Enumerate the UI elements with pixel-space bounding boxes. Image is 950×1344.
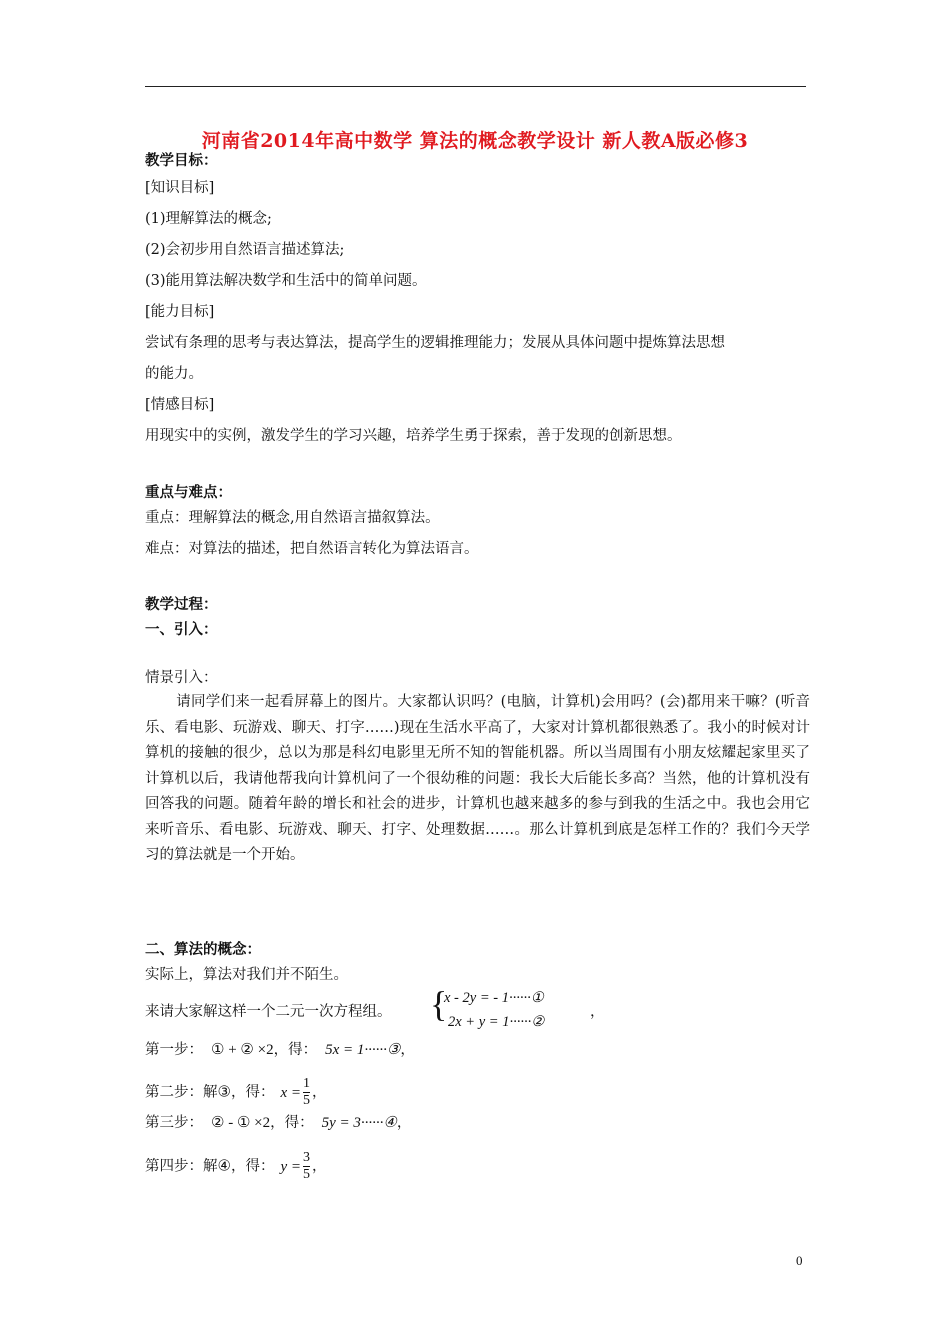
knowledge-item-2: (2)会初步用自然语言描述算法; <box>145 242 345 258</box>
system-comma: ， <box>590 1004 605 1020</box>
step-1-label: 第一步： <box>145 1042 203 1058</box>
step-2-numerator: 1 <box>302 1076 310 1091</box>
goals-heading: 教学目标： <box>145 152 218 169</box>
step-4-ref: ④ <box>217 1158 231 1175</box>
step-3-comma: ， <box>396 1115 412 1131</box>
emotion-label: [情感目标] <box>145 397 215 413</box>
step-1-operation: ① + ② ×2 <box>211 1042 274 1058</box>
step-3-operation: ② - ① ×2 <box>211 1115 271 1131</box>
step-2-ref: ③ <box>217 1084 231 1101</box>
step-4-comma: ， <box>311 1158 327 1175</box>
step-2-fraction <box>303 1076 310 1109</box>
step-1-get: ，得： <box>273 1042 318 1058</box>
emotion-text: 用现实中的实例，激发学生的学习兴趣，培养学生勇于探索，善于发现的创新思想。 <box>145 428 682 444</box>
section-intro-heading: 一、引入： <box>145 621 218 638</box>
step-3-get: ，得： <box>270 1115 314 1131</box>
knowledge-label: [知识目标] <box>145 180 215 196</box>
step-4-var: y = <box>280 1158 301 1175</box>
concept-line-1: 实际上，算法对我们并不陌生。 <box>145 967 348 983</box>
brace-symbol: { <box>430 984 448 1024</box>
step-2 <box>145 1076 326 1109</box>
key-points-heading: 重点与难点： <box>145 484 232 501</box>
knowledge-item-3: (3)能用算法解决数学和生活中的简单问题。 <box>145 273 427 289</box>
ability-label: [能力目标] <box>145 304 215 320</box>
scene-label: 情景引入： <box>145 670 218 686</box>
step-2-comma: ， <box>311 1084 327 1101</box>
step-2-var: x = <box>280 1084 301 1101</box>
step-1 <box>145 1040 415 1060</box>
step-4-numerator: 3 <box>302 1150 310 1165</box>
knowledge-item-1: (1)理解算法的概念; <box>145 211 272 227</box>
step-3-label: 第三步： <box>145 1115 203 1131</box>
equation-1: x - 2y = - 1······① <box>444 990 544 1006</box>
header-rule <box>145 86 806 87</box>
document-title: 河南省2014年高中数学 算法的概念教学设计 新人教A版必修3 <box>201 130 749 152</box>
scene-paragraph <box>145 690 810 869</box>
step-4-get: ，得： <box>230 1158 275 1175</box>
concept-line-2: 来请大家解这样一个二元一次方程组。 <box>145 1004 392 1020</box>
key-point: 重点：理解算法的概念,用自然语言描叙算法。 <box>145 510 440 526</box>
page-number: 0 <box>796 1253 803 1268</box>
step-1-comma: ， <box>400 1042 415 1058</box>
step-1-result: 5x = 1······③ <box>325 1042 401 1058</box>
step-2-denominator: 5 <box>302 1093 310 1108</box>
step-2-label: 第二步：解 <box>145 1084 218 1101</box>
step-2-get: ，得： <box>230 1084 275 1101</box>
step-3-result: 5y = 3······④ <box>321 1115 397 1131</box>
equation-2: 2x + y = 1······② <box>448 1014 545 1030</box>
ability-text-1: 尝试有条理的思考与表达算法，提高学生的逻辑推理能力；发展从具体问题中提炼算法思想 <box>145 335 725 351</box>
step-4-label: 第四步：解 <box>145 1158 218 1175</box>
step-4-fraction <box>303 1150 310 1183</box>
scene-text: 请同学们来一起看屏幕上的图片。大家都认识吗？(电脑，计算机)会用吗？(会)都用来干嘛？(听音乐、看电影、玩游戏、聊天、打字……)现在生活水平高了，大家对计算机都很熟悉了。我小的时候对计算机的接触的很少，总以为那是科幻电影里无所不知的智能机器。所以当周围有小朋友炫耀起家里买了计算机以后，我请他帮我向计算机问了一个很幼稚的问题：我长大后能长多高？当然，他的计算机没有回答我的问题。随着年龄的增长和社会的进步，计算机也越来越多的参与到我的生活之中。我也会用它来听音乐、看电影、玩游戏、聊天、打字、处理数据……。那么计算机到底是怎样工作的？我们今天学习的算法就是一个开始。 <box>145 694 810 863</box>
step-4 <box>145 1150 326 1183</box>
section-concept-heading: 二、算法的概念： <box>145 941 261 958</box>
difficulty-point: 难点：对算法的描述，把自然语言转化为算法语言。 <box>145 541 479 557</box>
process-heading: 教学过程： <box>145 596 218 613</box>
step-3 <box>145 1113 411 1133</box>
ability-text-2: 的能力。 <box>145 366 203 382</box>
step-4-denominator: 5 <box>302 1167 310 1182</box>
